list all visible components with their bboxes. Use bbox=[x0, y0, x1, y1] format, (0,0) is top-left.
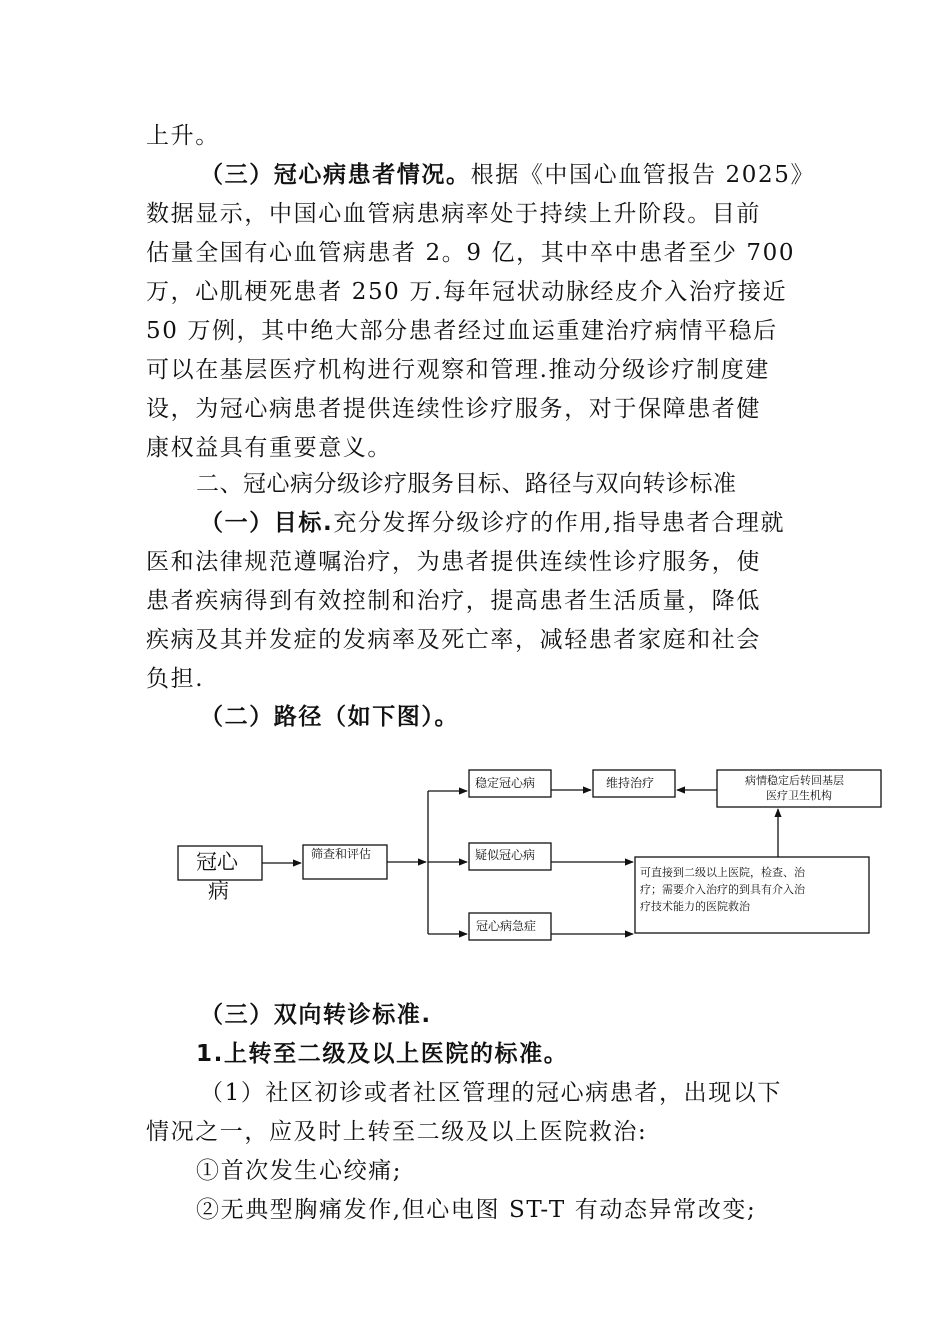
paragraph-line: 估量全国有心血管病患者 2。9 亿，其中卒中患者至少 700 bbox=[146, 240, 796, 266]
paragraph-line: 负担. bbox=[146, 666, 205, 692]
box-suspected-label: 疑似冠心病 bbox=[475, 848, 536, 862]
section-heading-path: （二）路径（如下图）。 bbox=[200, 704, 460, 730]
paragraph-line: 50 万例，其中绝大部分患者经过血运重建治疗病情平稳后 bbox=[146, 318, 778, 344]
paragraph-line: 疾病及其并发症的发病率及死亡率，减轻患者家庭和社会 bbox=[146, 627, 761, 653]
section-heading-goal: （一）目标. bbox=[200, 510, 334, 536]
section-heading-patients: （三）冠心病患者情况。 bbox=[200, 162, 471, 188]
subheading-upward: 1.上转至二级及以上医院的标准。 bbox=[196, 1041, 569, 1067]
paragraph-line: 可以在基层医疗机构进行观察和管理.推动分级诊疗制度建 bbox=[146, 357, 770, 383]
section-heading-referral: （三）双向转诊标准. bbox=[200, 1002, 432, 1028]
section-heading-2: 二、冠心病分级诊疗服务目标、路径与双向转诊标准 bbox=[196, 471, 737, 497]
box-acute-label: 冠心病急症 bbox=[476, 919, 537, 933]
box-transfer-label: 可直接到二级以上医院，检查、治 bbox=[640, 866, 805, 879]
paragraph-line: （1）社区初诊或者社区管理的冠心病患者，出现以下 bbox=[200, 1080, 783, 1106]
paragraph-line: 患者疾病得到有效控制和治疗，提高患者生活质量，降低 bbox=[146, 588, 761, 614]
box-transfer-label-2: 疗；需要介入治疗的到具有介入治 bbox=[640, 883, 805, 896]
paragraph-line: 情况之一，应及时上转至二级及以上医院救治: bbox=[146, 1119, 648, 1145]
box-screening-label: 筛查和评估 bbox=[311, 847, 372, 861]
paragraph-line: 设，为冠心病患者提供连续性诊疗服务，对于保障患者健 bbox=[146, 396, 761, 422]
box-screening bbox=[303, 845, 387, 879]
paragraph-line: 数据显示，中国心血管病患病率处于持续上升阶段。目前 bbox=[146, 201, 761, 227]
paragraph-line: 上升。 bbox=[146, 123, 220, 149]
paragraph-line: 康权益具有重要意义。 bbox=[146, 435, 392, 461]
paragraph-line bbox=[200, 508, 785, 538]
box-suspected-chd bbox=[469, 843, 551, 870]
box-return-label: 病情稳定后转回基层 bbox=[745, 774, 844, 787]
paragraph-text: 根据《中国心血管报告 2025》 bbox=[470, 162, 816, 188]
box-chd-label-2: 病 bbox=[208, 879, 229, 903]
box-stable-chd bbox=[469, 770, 551, 797]
box-direct-transfer bbox=[635, 857, 869, 933]
box-stable-label: 稳定冠心病 bbox=[475, 776, 536, 790]
paragraph-line: 医和法律规范遵嘱治疗，为患者提供连续性诊疗服务，使 bbox=[146, 549, 761, 575]
box-return-primary bbox=[717, 770, 881, 807]
box-acute-chd bbox=[469, 913, 551, 940]
paragraph-line bbox=[200, 160, 815, 190]
box-return-label-2: 医疗卫生机构 bbox=[766, 789, 832, 802]
box-chd bbox=[178, 846, 262, 880]
box-chd-label: 冠心 bbox=[196, 850, 238, 874]
box-maintain-label: 维持治疗 bbox=[606, 776, 655, 790]
paragraph-text: 充分发挥分级诊疗的作用,指导患者合理就 bbox=[333, 510, 786, 536]
criteria-item: ②无典型胸痛发作,但心电图 ST-T 有动态异常改变; bbox=[196, 1197, 757, 1223]
box-transfer-label-3: 疗技术能力的医院救治 bbox=[640, 900, 750, 913]
box-maintain-treatment bbox=[593, 770, 675, 797]
paragraph-line: 万，心肌梗死患者 250 万.每年冠状动脉经皮介入治疗接近 bbox=[146, 279, 788, 305]
criteria-item: ①首次发生心绞痛; bbox=[196, 1158, 403, 1184]
